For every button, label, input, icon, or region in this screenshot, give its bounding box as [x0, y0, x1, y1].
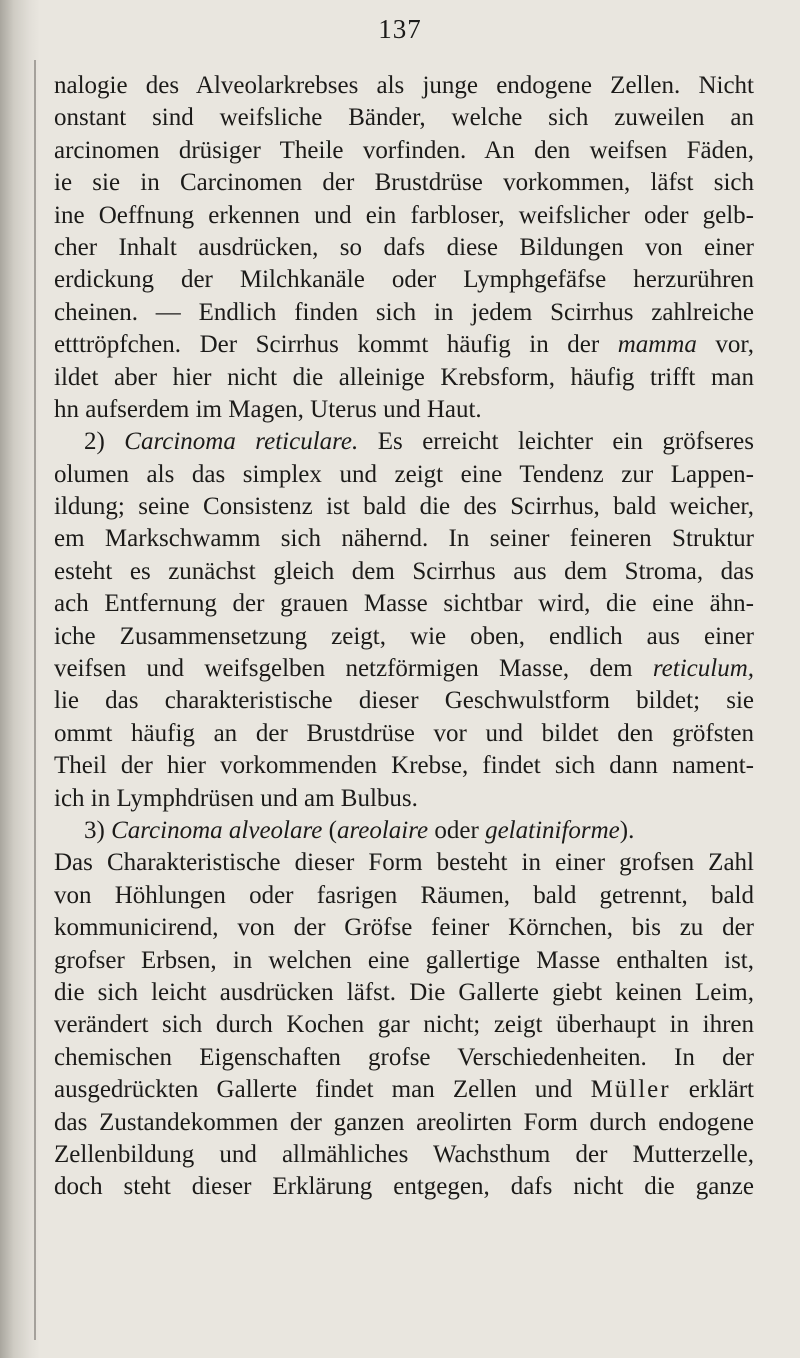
text-line: ildung; seine Consistenz ist bald die des Scirrhus, bald weicher, [54, 493, 754, 521]
text-run: Es erreicht leichter ein gröfseres [358, 428, 755, 456]
text-line [54, 815, 754, 847]
text-line: cher Inhalt ausdrücken, so dafs diese Bildungen von einer [54, 233, 754, 261]
text-line: Das Charakteristische dieser Form besteht in einer grofsen Zahl [54, 849, 754, 877]
body-text [54, 70, 754, 1204]
text-line: ildet aber hier nicht die alleinige Krebsform, häufig trifft man [54, 363, 754, 391]
text-line [54, 653, 754, 685]
term-gelatiniforme: gelatiniforme [485, 816, 620, 844]
text-run: ( [322, 816, 337, 844]
list-number: 2) [84, 428, 125, 456]
text-line: arcinomen drüsiger Theile vorfinden. An den weifsen Fäden, [54, 136, 754, 164]
text-line: doch steht dieser Erklärung entgegen, dafs nicht die ganze [54, 1173, 754, 1201]
text-line: iche Zusammensetzung zeigt, wie oben, endlich aus einer [54, 622, 754, 650]
text-line: verändert sich durch Kochen gar nicht; zeigt überhaupt in ihren [54, 1011, 754, 1039]
text-line: em Markschwamm sich nähernd. In seiner feineren Struktur [54, 525, 754, 553]
text-line [54, 1074, 754, 1106]
heading-carcinoma-alveolare: Carcinoma alveolare [111, 816, 323, 844]
text-line: nalogie des Alveolarkrebses als junge endogene Zellen. Nicht [54, 72, 754, 99]
text-line: ine Oeffnung erkennen und ein farbloser, weifslicher oder gelb- [54, 201, 754, 229]
author-name-mueller: Müller [590, 1076, 671, 1104]
text-line: esteht es zunächst gleich dem Scirrhus aus dem Stroma, das [54, 557, 754, 585]
text-run: etttröpfchen. Der Scirrhus kommt häufig in der [54, 331, 618, 359]
text-line: hn aufserdem im Magen, Uterus und Haut. [54, 395, 482, 423]
text-line: die sich leicht ausdrücken läfst. Die Gallerte giebt keinen Leim, [54, 978, 754, 1006]
text-line [54, 426, 754, 458]
text-line: Theil der hier vorkommenden Krebse, findet sich dann nament- [54, 752, 754, 780]
text-line [54, 329, 754, 361]
text-line: das Zustandekommen der ganzen areolirten Form durch endogene [54, 1108, 754, 1136]
text-run: ). [619, 816, 635, 844]
text-run: vor, [696, 331, 754, 359]
text-line: ommt häufig an der Brustdrüse vor und bildet den gröfsten [54, 719, 754, 747]
text-line: cheinen. — Endlich finden sich in jedem Scirrhus zahlreiche [54, 298, 754, 326]
text-run: oder [428, 816, 486, 844]
text-line: ach Entfernung der grauen Masse sichtbar wird, die eine ähn- [54, 590, 754, 618]
text-line: chemischen Eigenschaften grofse Verschiedenheiten. In der [54, 1043, 754, 1071]
text-run: ausgedrückten Gallerte findet man Zellen und [54, 1076, 591, 1104]
gutter-edge-line [34, 60, 36, 1340]
text-line: von Höhlungen oder fasrigen Räumen, bald getrennt, bald [54, 881, 754, 909]
latin-term-mamma: mamma [617, 331, 697, 359]
page-number: 137 [378, 14, 422, 44]
text-line: onstant sind weifsliche Bänder, welche sich zuweilen an [54, 104, 754, 132]
text-line: grofser Erbsen, in welchen eine gallertige Masse enthalten ist, [54, 946, 754, 974]
text-line: ich in Lymphdrüsen und am Bulbus. [54, 784, 418, 812]
text-line: lie das charakteristische dieser Geschwulstform bildet; sie [54, 687, 754, 715]
text-run: erklärt [670, 1076, 755, 1104]
heading-carcinoma-reticulare: Carcinoma reticulare. [124, 428, 359, 456]
text-run: veifsen und weifsgelben netzförmigen Masse, dem [54, 655, 653, 683]
latin-term-reticulum: reticulum, [652, 655, 754, 683]
text-line: kommunicirend, von der Gröfse feiner Körnchen, bis zu der [54, 914, 754, 942]
term-areolaire: areolaire [336, 816, 429, 844]
text-line: Zellenbildung und allmähliches Wachsthum der Mutterzelle, [54, 1140, 754, 1168]
text-line: erdickung der Milchkanäle oder Lymphgefäfse herzurühren [54, 266, 754, 294]
text-line: olumen als das simplex und zeigt eine Tendenz zur Lappen- [54, 460, 754, 488]
text-line: ie sie in Carcinomen der Brustdrüse vorkommen, läfst sich [54, 169, 754, 197]
list-number: 3) [84, 816, 112, 844]
